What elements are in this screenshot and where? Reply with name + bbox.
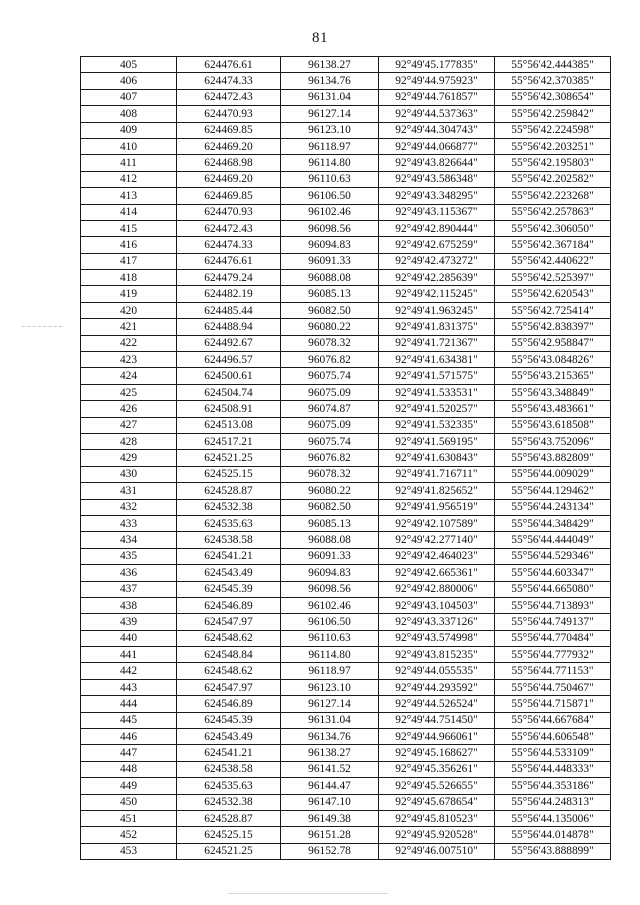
longitude-cell: 92°49'43.348295" xyxy=(379,188,495,204)
longitude-cell: 92°49'44.761857" xyxy=(379,89,495,105)
scan-edge-mark xyxy=(22,326,62,327)
latitude-cell: 55°56'43.882809" xyxy=(495,450,611,466)
y-coordinate-cell: 96094.83 xyxy=(281,237,379,253)
x-coordinate-cell: 624532.38 xyxy=(177,499,281,515)
latitude-cell: 55°56'42.308654" xyxy=(495,89,611,105)
latitude-cell: 55°56'44.749137" xyxy=(495,614,611,630)
longitude-cell: 92°49'44.537363" xyxy=(379,106,495,122)
longitude-cell: 92°49'43.115367" xyxy=(379,204,495,220)
latitude-cell: 55°56'44.248313" xyxy=(495,794,611,810)
point-number-cell: 427 xyxy=(81,417,177,433)
y-coordinate-cell: 96141.52 xyxy=(281,761,379,777)
table-row xyxy=(81,843,611,859)
table-row xyxy=(81,122,611,138)
table-row xyxy=(81,89,611,105)
point-number-cell: 447 xyxy=(81,745,177,761)
y-coordinate-cell: 96123.10 xyxy=(281,122,379,138)
longitude-cell: 92°49'43.815235" xyxy=(379,647,495,663)
point-number-cell: 443 xyxy=(81,679,177,695)
x-coordinate-cell: 624546.89 xyxy=(177,597,281,613)
bottom-rule xyxy=(228,893,388,894)
point-number-cell: 432 xyxy=(81,499,177,515)
y-coordinate-cell: 96118.97 xyxy=(281,138,379,154)
x-coordinate-cell: 624541.21 xyxy=(177,745,281,761)
longitude-cell: 92°49'45.920528" xyxy=(379,827,495,843)
table-row xyxy=(81,57,611,73)
longitude-cell: 92°49'41.634381" xyxy=(379,352,495,368)
x-coordinate-cell: 624504.74 xyxy=(177,384,281,400)
point-number-cell: 434 xyxy=(81,532,177,548)
point-number-cell: 423 xyxy=(81,352,177,368)
latitude-cell: 55°56'44.348429" xyxy=(495,515,611,531)
y-coordinate-cell: 96074.87 xyxy=(281,401,379,417)
longitude-cell: 92°49'46.007510" xyxy=(379,843,495,859)
point-number-cell: 413 xyxy=(81,188,177,204)
x-coordinate-cell: 624525.15 xyxy=(177,466,281,482)
latitude-cell: 55°56'42.195803" xyxy=(495,155,611,171)
coordinates-table-body xyxy=(81,57,611,860)
table-row xyxy=(81,532,611,548)
latitude-cell: 55°56'42.259842" xyxy=(495,106,611,122)
latitude-cell: 55°56'42.306050" xyxy=(495,220,611,236)
x-coordinate-cell: 624543.49 xyxy=(177,729,281,745)
y-coordinate-cell: 96080.22 xyxy=(281,483,379,499)
y-coordinate-cell: 96091.33 xyxy=(281,548,379,564)
table-row xyxy=(81,679,611,695)
point-number-cell: 417 xyxy=(81,253,177,269)
table-row xyxy=(81,794,611,810)
latitude-cell: 55°56'42.202582" xyxy=(495,171,611,187)
latitude-cell: 55°56'44.135006" xyxy=(495,810,611,826)
x-coordinate-cell: 624476.61 xyxy=(177,57,281,73)
table-row xyxy=(81,696,611,712)
point-number-cell: 438 xyxy=(81,597,177,613)
latitude-cell: 55°56'43.215365" xyxy=(495,368,611,384)
table-row xyxy=(81,778,611,794)
latitude-cell: 55°56'43.618508" xyxy=(495,417,611,433)
latitude-cell: 55°56'42.620543" xyxy=(495,286,611,302)
table-row xyxy=(81,106,611,122)
latitude-cell: 55°56'44.448333" xyxy=(495,761,611,777)
latitude-cell: 55°56'44.129462" xyxy=(495,483,611,499)
x-coordinate-cell: 624525.15 xyxy=(177,827,281,843)
longitude-cell: 92°49'41.956519" xyxy=(379,499,495,515)
latitude-cell: 55°56'44.606548" xyxy=(495,729,611,745)
y-coordinate-cell: 96085.13 xyxy=(281,515,379,531)
point-number-cell: 442 xyxy=(81,663,177,679)
longitude-cell: 92°49'44.055535" xyxy=(379,663,495,679)
table-row xyxy=(81,204,611,220)
point-number-cell: 416 xyxy=(81,237,177,253)
point-number-cell: 419 xyxy=(81,286,177,302)
x-coordinate-cell: 624532.38 xyxy=(177,794,281,810)
longitude-cell: 92°49'45.168627" xyxy=(379,745,495,761)
y-coordinate-cell: 96110.63 xyxy=(281,630,379,646)
table-row xyxy=(81,450,611,466)
latitude-cell: 55°56'42.958847" xyxy=(495,335,611,351)
longitude-cell: 92°49'42.880006" xyxy=(379,581,495,597)
y-coordinate-cell: 96094.83 xyxy=(281,565,379,581)
point-number-cell: 436 xyxy=(81,565,177,581)
x-coordinate-cell: 624547.97 xyxy=(177,614,281,630)
latitude-cell: 55°56'43.888899" xyxy=(495,843,611,859)
longitude-cell: 92°49'43.574998" xyxy=(379,630,495,646)
point-number-cell: 449 xyxy=(81,778,177,794)
x-coordinate-cell: 624521.25 xyxy=(177,843,281,859)
y-coordinate-cell: 96102.46 xyxy=(281,597,379,613)
point-number-cell: 412 xyxy=(81,171,177,187)
latitude-cell: 55°56'42.223268" xyxy=(495,188,611,204)
longitude-cell: 92°49'44.751450" xyxy=(379,712,495,728)
point-number-cell: 424 xyxy=(81,368,177,384)
longitude-cell: 92°49'45.678654" xyxy=(379,794,495,810)
latitude-cell: 55°56'42.370385" xyxy=(495,73,611,89)
longitude-cell: 92°49'42.473272" xyxy=(379,253,495,269)
x-coordinate-cell: 624474.33 xyxy=(177,237,281,253)
y-coordinate-cell: 96085.13 xyxy=(281,286,379,302)
table-row xyxy=(81,155,611,171)
table-row xyxy=(81,647,611,663)
y-coordinate-cell: 96114.80 xyxy=(281,647,379,663)
table-row xyxy=(81,138,611,154)
table-row xyxy=(81,237,611,253)
y-coordinate-cell: 96144.47 xyxy=(281,778,379,794)
y-coordinate-cell: 96131.04 xyxy=(281,712,379,728)
y-coordinate-cell: 96082.50 xyxy=(281,302,379,318)
point-number-cell: 450 xyxy=(81,794,177,810)
longitude-cell: 92°49'44.966061" xyxy=(379,729,495,745)
point-number-cell: 439 xyxy=(81,614,177,630)
point-number-cell: 421 xyxy=(81,319,177,335)
latitude-cell: 55°56'44.009029" xyxy=(495,466,611,482)
y-coordinate-cell: 96076.82 xyxy=(281,352,379,368)
longitude-cell: 92°49'43.826644" xyxy=(379,155,495,171)
y-coordinate-cell: 96080.22 xyxy=(281,319,379,335)
longitude-cell: 92°49'41.721367" xyxy=(379,335,495,351)
y-coordinate-cell: 96152.78 xyxy=(281,843,379,859)
x-coordinate-cell: 624547.97 xyxy=(177,679,281,695)
y-coordinate-cell: 96088.08 xyxy=(281,270,379,286)
longitude-cell: 92°49'41.533531" xyxy=(379,384,495,400)
table-row xyxy=(81,401,611,417)
latitude-cell: 55°56'42.525397" xyxy=(495,270,611,286)
y-coordinate-cell: 96147.10 xyxy=(281,794,379,810)
point-number-cell: 433 xyxy=(81,515,177,531)
longitude-cell: 92°49'45.526655" xyxy=(379,778,495,794)
point-number-cell: 430 xyxy=(81,466,177,482)
table-row xyxy=(81,270,611,286)
longitude-cell: 92°49'43.104503" xyxy=(379,597,495,613)
point-number-cell: 453 xyxy=(81,843,177,859)
y-coordinate-cell: 96075.09 xyxy=(281,417,379,433)
y-coordinate-cell: 96127.14 xyxy=(281,106,379,122)
longitude-cell: 92°49'42.285639" xyxy=(379,270,495,286)
point-number-cell: 441 xyxy=(81,647,177,663)
y-coordinate-cell: 96131.04 xyxy=(281,89,379,105)
latitude-cell: 55°56'43.348849" xyxy=(495,384,611,400)
table-row xyxy=(81,614,611,630)
x-coordinate-cell: 624469.20 xyxy=(177,138,281,154)
point-number-cell: 437 xyxy=(81,581,177,597)
longitude-cell: 92°49'42.115245" xyxy=(379,286,495,302)
point-number-cell: 409 xyxy=(81,122,177,138)
x-coordinate-cell: 624472.43 xyxy=(177,89,281,105)
x-coordinate-cell: 624500.61 xyxy=(177,368,281,384)
x-coordinate-cell: 624470.93 xyxy=(177,204,281,220)
point-number-cell: 422 xyxy=(81,335,177,351)
x-coordinate-cell: 624548.84 xyxy=(177,647,281,663)
longitude-cell: 92°49'41.520257" xyxy=(379,401,495,417)
latitude-cell: 55°56'42.367184" xyxy=(495,237,611,253)
point-number-cell: 406 xyxy=(81,73,177,89)
x-coordinate-cell: 624474.33 xyxy=(177,73,281,89)
table-row xyxy=(81,712,611,728)
x-coordinate-cell: 624485.44 xyxy=(177,302,281,318)
point-number-cell: 429 xyxy=(81,450,177,466)
x-coordinate-cell: 624469.85 xyxy=(177,188,281,204)
y-coordinate-cell: 96110.63 xyxy=(281,171,379,187)
table-row xyxy=(81,319,611,335)
latitude-cell: 55°56'44.603347" xyxy=(495,565,611,581)
x-coordinate-cell: 624470.93 xyxy=(177,106,281,122)
x-coordinate-cell: 624541.21 xyxy=(177,548,281,564)
table-row xyxy=(81,368,611,384)
longitude-cell: 92°49'41.569195" xyxy=(379,433,495,449)
latitude-cell: 55°56'43.752096" xyxy=(495,433,611,449)
latitude-cell: 55°56'42.440622" xyxy=(495,253,611,269)
latitude-cell: 55°56'44.770484" xyxy=(495,630,611,646)
x-coordinate-cell: 624546.89 xyxy=(177,696,281,712)
y-coordinate-cell: 96134.76 xyxy=(281,73,379,89)
y-coordinate-cell: 96138.27 xyxy=(281,745,379,761)
longitude-cell: 92°49'44.304743" xyxy=(379,122,495,138)
point-number-cell: 418 xyxy=(81,270,177,286)
table-row xyxy=(81,745,611,761)
x-coordinate-cell: 624528.87 xyxy=(177,483,281,499)
table-row xyxy=(81,384,611,400)
y-coordinate-cell: 96075.09 xyxy=(281,384,379,400)
latitude-cell: 55°56'44.444049" xyxy=(495,532,611,548)
table-row xyxy=(81,483,611,499)
y-coordinate-cell: 96138.27 xyxy=(281,57,379,73)
point-number-cell: 448 xyxy=(81,761,177,777)
point-number-cell: 408 xyxy=(81,106,177,122)
x-coordinate-cell: 624538.58 xyxy=(177,761,281,777)
table-row xyxy=(81,581,611,597)
x-coordinate-cell: 624548.62 xyxy=(177,663,281,679)
latitude-cell: 55°56'44.665080" xyxy=(495,581,611,597)
latitude-cell: 55°56'44.533109" xyxy=(495,745,611,761)
x-coordinate-cell: 624479.24 xyxy=(177,270,281,286)
point-number-cell: 415 xyxy=(81,220,177,236)
y-coordinate-cell: 96114.80 xyxy=(281,155,379,171)
longitude-cell: 92°49'44.293592" xyxy=(379,679,495,695)
table-row xyxy=(81,188,611,204)
x-coordinate-cell: 624488.94 xyxy=(177,319,281,335)
y-coordinate-cell: 96102.46 xyxy=(281,204,379,220)
x-coordinate-cell: 624528.87 xyxy=(177,810,281,826)
longitude-cell: 92°49'42.464023" xyxy=(379,548,495,564)
coordinates-table xyxy=(80,56,611,860)
y-coordinate-cell: 96098.56 xyxy=(281,581,379,597)
longitude-cell: 92°49'41.571575" xyxy=(379,368,495,384)
table-row xyxy=(81,827,611,843)
longitude-cell: 92°49'41.532335" xyxy=(379,417,495,433)
table-row xyxy=(81,73,611,89)
x-coordinate-cell: 624535.63 xyxy=(177,778,281,794)
point-number-cell: 414 xyxy=(81,204,177,220)
table-row xyxy=(81,466,611,482)
table-row xyxy=(81,335,611,351)
x-coordinate-cell: 624517.21 xyxy=(177,433,281,449)
table-row xyxy=(81,565,611,581)
latitude-cell: 55°56'42.257863" xyxy=(495,204,611,220)
latitude-cell: 55°56'44.750467" xyxy=(495,679,611,695)
longitude-cell: 92°49'41.831375" xyxy=(379,319,495,335)
x-coordinate-cell: 624548.62 xyxy=(177,630,281,646)
latitude-cell: 55°56'44.667684" xyxy=(495,712,611,728)
y-coordinate-cell: 96076.82 xyxy=(281,450,379,466)
longitude-cell: 92°49'45.177835" xyxy=(379,57,495,73)
table-row xyxy=(81,433,611,449)
x-coordinate-cell: 624508.91 xyxy=(177,401,281,417)
x-coordinate-cell: 624472.43 xyxy=(177,220,281,236)
latitude-cell: 55°56'44.771153" xyxy=(495,663,611,679)
point-number-cell: 420 xyxy=(81,302,177,318)
point-number-cell: 431 xyxy=(81,483,177,499)
y-coordinate-cell: 96098.56 xyxy=(281,220,379,236)
x-coordinate-cell: 624492.67 xyxy=(177,335,281,351)
longitude-cell: 92°49'41.630843" xyxy=(379,450,495,466)
x-coordinate-cell: 624496.57 xyxy=(177,352,281,368)
y-coordinate-cell: 96149.38 xyxy=(281,810,379,826)
table-row xyxy=(81,810,611,826)
latitude-cell: 55°56'44.353186" xyxy=(495,778,611,794)
latitude-cell: 55°56'42.838397" xyxy=(495,319,611,335)
x-coordinate-cell: 624513.08 xyxy=(177,417,281,433)
table-row xyxy=(81,253,611,269)
table-row xyxy=(81,302,611,318)
y-coordinate-cell: 96075.74 xyxy=(281,368,379,384)
x-coordinate-cell: 624535.63 xyxy=(177,515,281,531)
longitude-cell: 92°49'41.963245" xyxy=(379,302,495,318)
y-coordinate-cell: 96123.10 xyxy=(281,679,379,695)
point-number-cell: 405 xyxy=(81,57,177,73)
y-coordinate-cell: 96091.33 xyxy=(281,253,379,269)
table-row xyxy=(81,548,611,564)
y-coordinate-cell: 96088.08 xyxy=(281,532,379,548)
y-coordinate-cell: 96127.14 xyxy=(281,696,379,712)
table-row xyxy=(81,220,611,236)
table-row xyxy=(81,515,611,531)
x-coordinate-cell: 624521.25 xyxy=(177,450,281,466)
y-coordinate-cell: 96134.76 xyxy=(281,729,379,745)
latitude-cell: 55°56'44.777932" xyxy=(495,647,611,663)
point-number-cell: 407 xyxy=(81,89,177,105)
point-number-cell: 426 xyxy=(81,401,177,417)
y-coordinate-cell: 96106.50 xyxy=(281,188,379,204)
latitude-cell: 55°56'42.203251" xyxy=(495,138,611,154)
x-coordinate-cell: 624469.20 xyxy=(177,171,281,187)
y-coordinate-cell: 96118.97 xyxy=(281,663,379,679)
latitude-cell: 55°56'44.529346" xyxy=(495,548,611,564)
latitude-cell: 55°56'44.715871" xyxy=(495,696,611,712)
y-coordinate-cell: 96078.32 xyxy=(281,335,379,351)
x-coordinate-cell: 624545.39 xyxy=(177,581,281,597)
x-coordinate-cell: 624538.58 xyxy=(177,532,281,548)
longitude-cell: 92°49'44.975923" xyxy=(379,73,495,89)
table-row xyxy=(81,597,611,613)
longitude-cell: 92°49'42.277140" xyxy=(379,532,495,548)
table-row xyxy=(81,630,611,646)
longitude-cell: 92°49'44.526524" xyxy=(379,696,495,712)
longitude-cell: 92°49'42.107589" xyxy=(379,515,495,531)
table-row xyxy=(81,663,611,679)
latitude-cell: 55°56'42.444385" xyxy=(495,57,611,73)
point-number-cell: 452 xyxy=(81,827,177,843)
x-coordinate-cell: 624482.19 xyxy=(177,286,281,302)
longitude-cell: 92°49'42.675259" xyxy=(379,237,495,253)
y-coordinate-cell: 96078.32 xyxy=(281,466,379,482)
x-coordinate-cell: 624545.39 xyxy=(177,712,281,728)
longitude-cell: 92°49'42.665361" xyxy=(379,565,495,581)
table-row xyxy=(81,286,611,302)
y-coordinate-cell: 96075.74 xyxy=(281,433,379,449)
x-coordinate-cell: 624469.85 xyxy=(177,122,281,138)
latitude-cell: 55°56'42.224598" xyxy=(495,122,611,138)
longitude-cell: 92°49'43.586348" xyxy=(379,171,495,187)
y-coordinate-cell: 96106.50 xyxy=(281,614,379,630)
longitude-cell: 92°49'45.810523" xyxy=(379,810,495,826)
latitude-cell: 55°56'43.084826" xyxy=(495,352,611,368)
longitude-cell: 92°49'44.066877" xyxy=(379,138,495,154)
table-row xyxy=(81,499,611,515)
point-number-cell: 411 xyxy=(81,155,177,171)
latitude-cell: 55°56'42.725414" xyxy=(495,302,611,318)
longitude-cell: 92°49'43.337126" xyxy=(379,614,495,630)
table-row xyxy=(81,729,611,745)
longitude-cell: 92°49'42.890444" xyxy=(379,220,495,236)
table-row xyxy=(81,171,611,187)
table-row xyxy=(81,761,611,777)
x-coordinate-cell: 624543.49 xyxy=(177,565,281,581)
point-number-cell: 451 xyxy=(81,810,177,826)
y-coordinate-cell: 96082.50 xyxy=(281,499,379,515)
y-coordinate-cell: 96151.28 xyxy=(281,827,379,843)
point-number-cell: 425 xyxy=(81,384,177,400)
latitude-cell: 55°56'44.014878" xyxy=(495,827,611,843)
table-row xyxy=(81,352,611,368)
longitude-cell: 92°49'41.716711" xyxy=(379,466,495,482)
longitude-cell: 92°49'41.825652" xyxy=(379,483,495,499)
latitude-cell: 55°56'44.243134" xyxy=(495,499,611,515)
point-number-cell: 435 xyxy=(81,548,177,564)
longitude-cell: 92°49'45.356261" xyxy=(379,761,495,777)
point-number-cell: 446 xyxy=(81,729,177,745)
x-coordinate-cell: 624476.61 xyxy=(177,253,281,269)
point-number-cell: 410 xyxy=(81,138,177,154)
point-number-cell: 445 xyxy=(81,712,177,728)
latitude-cell: 55°56'43.483661" xyxy=(495,401,611,417)
latitude-cell: 55°56'44.713893" xyxy=(495,597,611,613)
point-number-cell: 440 xyxy=(81,630,177,646)
point-number-cell: 444 xyxy=(81,696,177,712)
page-number: 81 xyxy=(312,30,328,46)
x-coordinate-cell: 624468.98 xyxy=(177,155,281,171)
point-number-cell: 428 xyxy=(81,433,177,449)
table-row xyxy=(81,417,611,433)
